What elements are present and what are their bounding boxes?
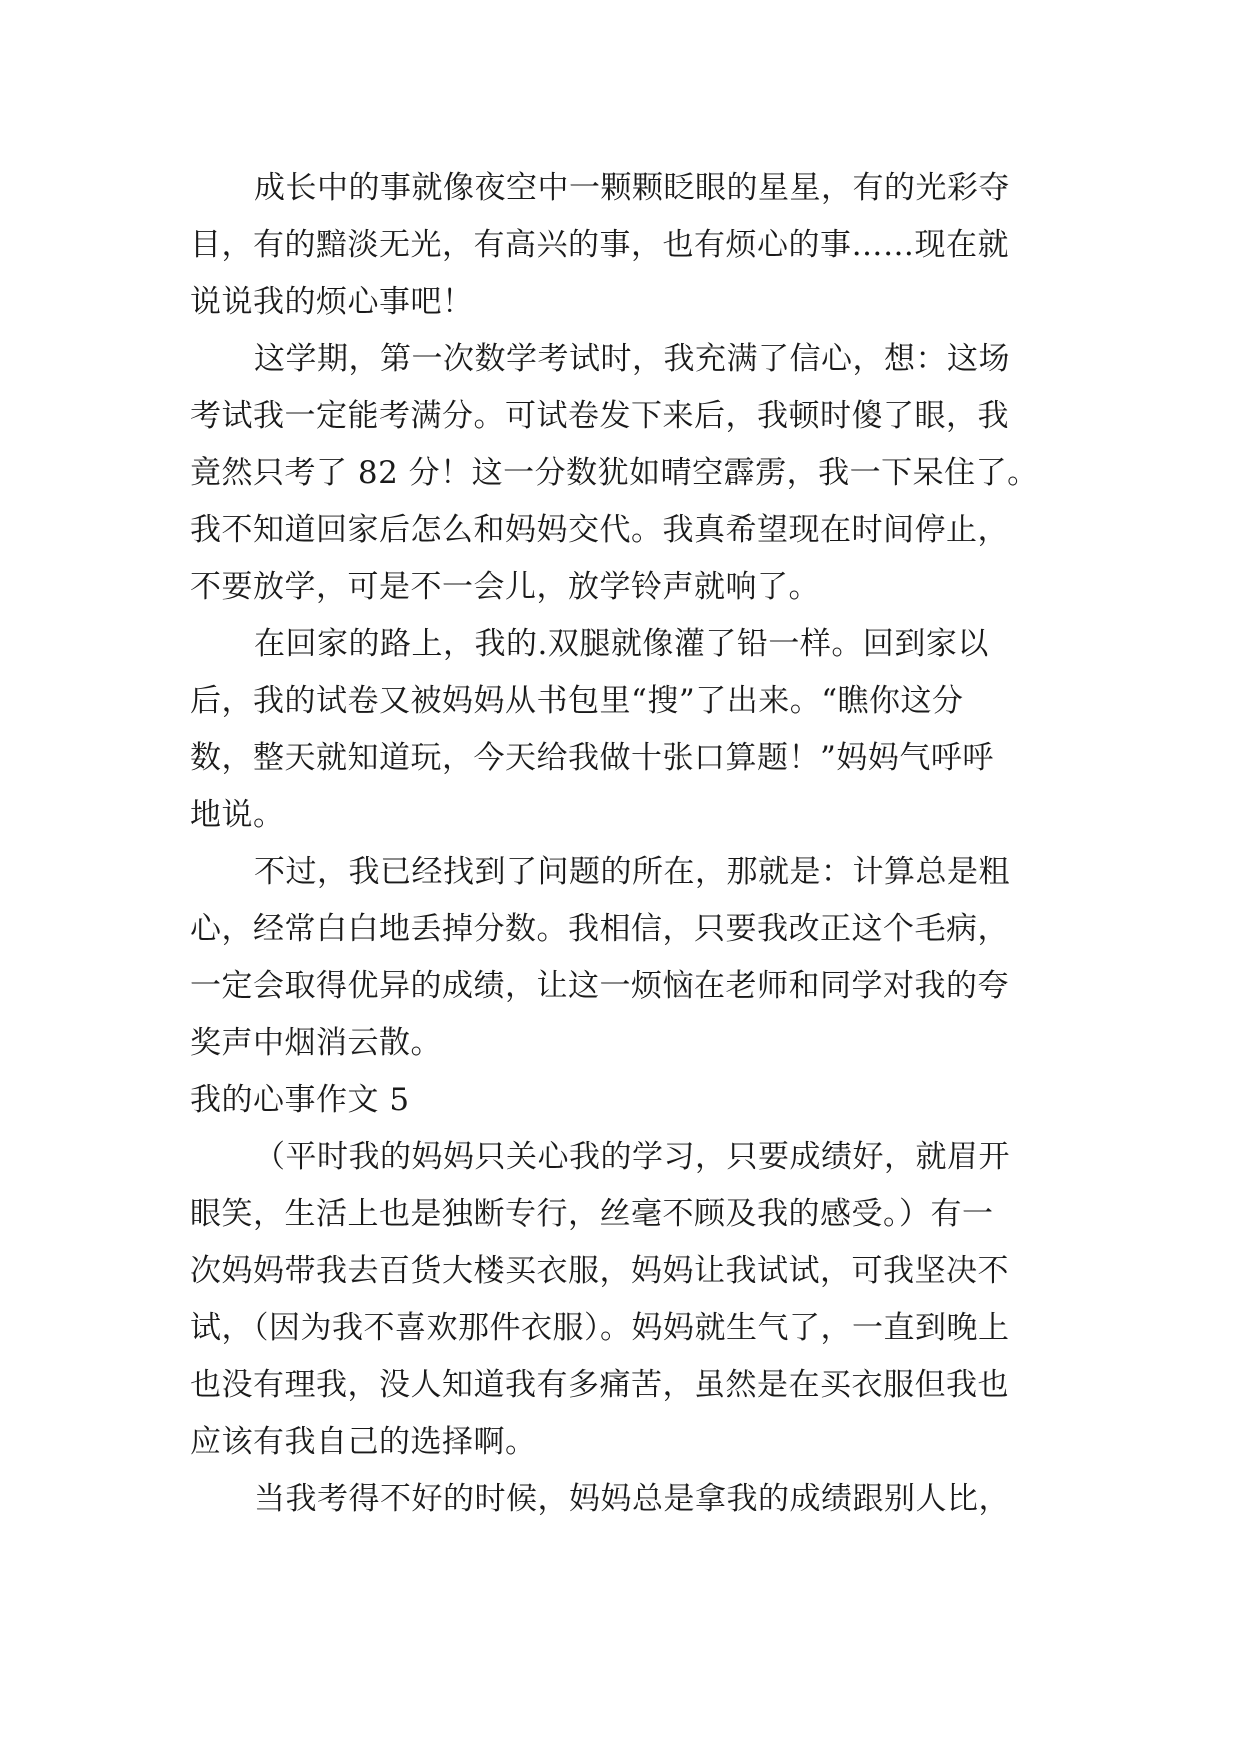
text-line: 一定会取得优异的成绩，让这一烦恼在老师和同学对我的夸 bbox=[190, 968, 1009, 1004]
text-line: 数，整天就知道玩，今天给我做十张口算题！”妈妈气呼呼 bbox=[190, 740, 994, 776]
text-line: 考试我一定能考满分。可试卷发下来后，我顿时傻了眼，我 bbox=[190, 398, 1009, 434]
text-line: 当我考得不好的时候，妈妈总是拿我的成绩跟别人比， bbox=[254, 1481, 1010, 1517]
text-line: 应该有我自己的选择啊。 bbox=[190, 1424, 537, 1460]
text-line: 不要放学，可是不一会儿，放学铃声就响了。 bbox=[190, 569, 820, 605]
text-line: 我不知道回家后怎么和妈妈交代。我真希望现在时间停止， bbox=[190, 512, 1009, 548]
text-line: 心，经常白白地丢掉分数。我相信，只要我改正这个毛病， bbox=[190, 911, 1009, 947]
text-line: 后，我的试卷又被妈妈从书包里“搜”了出来。“瞧你这分 bbox=[190, 683, 964, 719]
text-line: 成长中的事就像夜空中一颗颗眨眼的星星，有的光彩夺 bbox=[254, 170, 1010, 206]
text-line: 次妈妈带我去百货大楼买衣服，妈妈让我试试，可我坚决不 bbox=[190, 1253, 1009, 1289]
text-line: 不过，我已经找到了问题的所在，那就是：计算总是粗 bbox=[254, 854, 1010, 890]
text-line: 在回家的路上，我的.双腿就像灌了铅一样。回到家以 bbox=[254, 626, 989, 662]
text-line: （平时我的妈妈只关心我的学习，只要成绩好，就眉开 bbox=[254, 1139, 1010, 1175]
text-line: 试，（因为我不喜欢那件衣服）。妈妈就生气了，一直到晚上 bbox=[190, 1310, 1010, 1346]
text-line: 这学期，第一次数学考试时，我充满了信心，想：这场 bbox=[254, 341, 1010, 377]
text-line: 奖声中烟消云散。 bbox=[190, 1025, 442, 1061]
text-line: 竟然只考了 82 分！这一分数犹如晴空霹雳，我一下呆住了。 bbox=[190, 455, 1039, 491]
text-line: 目，有的黯淡无光，有高兴的事，也有烦心的事……现在就 bbox=[190, 227, 1009, 263]
text-line: 说说我的烦心事吧！ bbox=[190, 284, 474, 320]
section-heading: 我的心事作文 5 bbox=[190, 1082, 410, 1118]
text-line: 地说。 bbox=[190, 797, 285, 833]
text-line: 眼笑，生活上也是独断专行，丝毫不顾及我的感受。）有一 bbox=[190, 1196, 994, 1232]
text-line: 也没有理我，没人知道我有多痛苦，虽然是在买衣服但我也 bbox=[190, 1367, 1009, 1403]
